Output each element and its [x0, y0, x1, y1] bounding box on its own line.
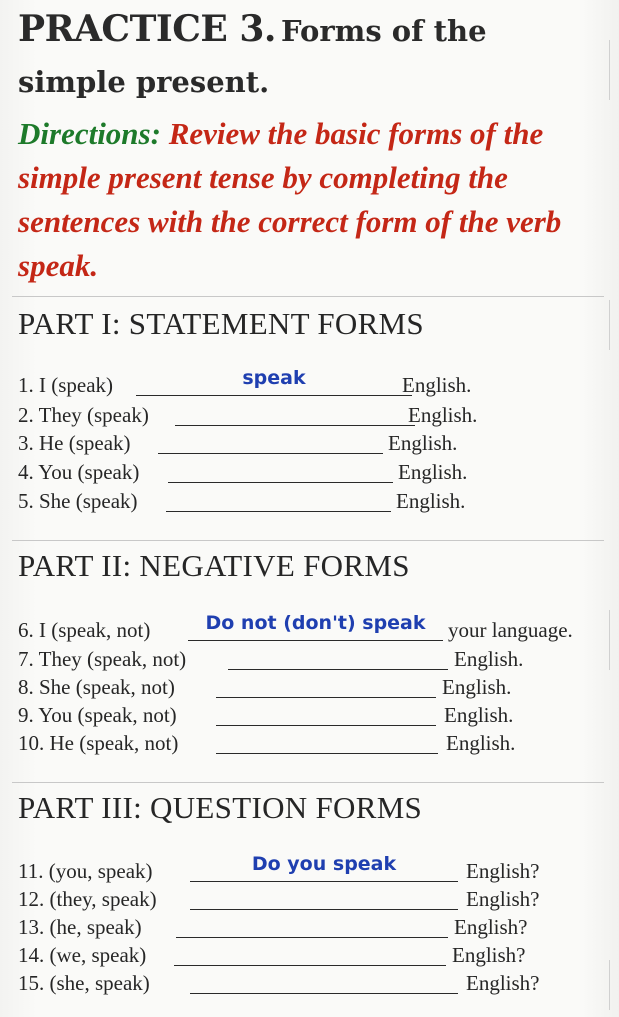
- answer-blank[interactable]: [176, 937, 448, 938]
- item-prompt: 8. She (speak, not): [18, 675, 175, 699]
- right-edge-mark: [609, 40, 610, 100]
- part-3-heading: PART III: QUESTION FORMS: [18, 790, 423, 825]
- section-divider: [12, 296, 604, 297]
- item-prompt: 13. (he, speak): [18, 915, 142, 939]
- item-ending: English.: [454, 647, 524, 671]
- item-ending: English.: [396, 489, 466, 513]
- item-prompt: 9. You (speak, not): [18, 703, 177, 727]
- item-ending: English.: [388, 431, 458, 455]
- title-subtitle-part1: Forms of the: [281, 14, 487, 48]
- answer-blank[interactable]: [166, 511, 391, 512]
- directions: [18, 112, 608, 288]
- item-prompt: 4. You (speak): [18, 460, 140, 484]
- item-prompt: 3. He (speak): [18, 431, 131, 455]
- answer-blank[interactable]: [190, 881, 458, 882]
- answer-blank[interactable]: [216, 697, 436, 698]
- item-prompt: 12. (they, speak): [18, 887, 157, 911]
- item-prompt: 5. She (speak): [18, 489, 138, 513]
- item-ending: English.: [408, 403, 478, 427]
- section-divider: [12, 782, 604, 783]
- section-divider: [12, 540, 604, 541]
- item-prompt: 1. I (speak): [18, 373, 114, 397]
- item-prompt: 6. I (speak, not): [18, 618, 151, 642]
- answer-blank[interactable]: [168, 482, 393, 483]
- answer-blank[interactable]: [228, 669, 448, 670]
- item-prompt: 11. (you, speak): [18, 859, 153, 883]
- answer-blank[interactable]: [216, 725, 436, 726]
- item-ending: English?: [454, 915, 528, 939]
- item-ending: your language.: [448, 618, 573, 642]
- directions-text: Review the basic forms of the simple present tense by completing the sentences with the correct form of the verb speak.: [18, 116, 562, 283]
- part-1-heading: PART I: STATEMENT FORMS: [18, 306, 424, 341]
- handwritten-answer: Do you speak: [251, 853, 397, 875]
- item-ending: English?: [466, 971, 540, 995]
- item-ending: English.: [402, 373, 472, 397]
- item-prompt: 7. They (speak, not): [18, 647, 187, 671]
- item-prompt: 10. He (speak, not): [18, 731, 179, 755]
- item-ending: English.: [446, 731, 516, 755]
- item-ending: English?: [466, 887, 540, 911]
- practice-number: PRACTICE 3.: [18, 8, 276, 50]
- item-ending: English?: [452, 943, 526, 967]
- handwritten-answer: Do not (don't) speak: [205, 612, 426, 634]
- right-edge-mark: [609, 300, 610, 350]
- answer-blank[interactable]: [158, 453, 383, 454]
- directions-label: Directions:: [18, 116, 161, 151]
- answer-blank[interactable]: [190, 909, 458, 910]
- item-prompt: 15. (she, speak): [18, 971, 150, 995]
- part-2-heading: PART II: NEGATIVE FORMS: [18, 548, 410, 583]
- handwritten-answer: speak: [242, 367, 306, 389]
- right-edge-mark: [609, 610, 610, 670]
- answer-blank[interactable]: [136, 395, 412, 396]
- item-prompt: 14. (we, speak): [18, 943, 147, 967]
- answer-blank[interactable]: [175, 425, 415, 426]
- answer-blank[interactable]: [188, 640, 443, 641]
- title-subtitle-part2: simple present.: [18, 65, 270, 99]
- item-ending: English.: [444, 703, 514, 727]
- item-prompt: 2. They (speak): [18, 403, 149, 427]
- answer-blank[interactable]: [174, 965, 446, 966]
- item-ending: English.: [398, 460, 468, 484]
- right-edge-mark: [609, 960, 610, 1010]
- item-ending: English.: [442, 675, 512, 699]
- answer-blank[interactable]: [216, 753, 438, 754]
- answer-blank[interactable]: [190, 993, 458, 994]
- item-ending: English?: [466, 859, 540, 883]
- page-title: [18, 6, 603, 110]
